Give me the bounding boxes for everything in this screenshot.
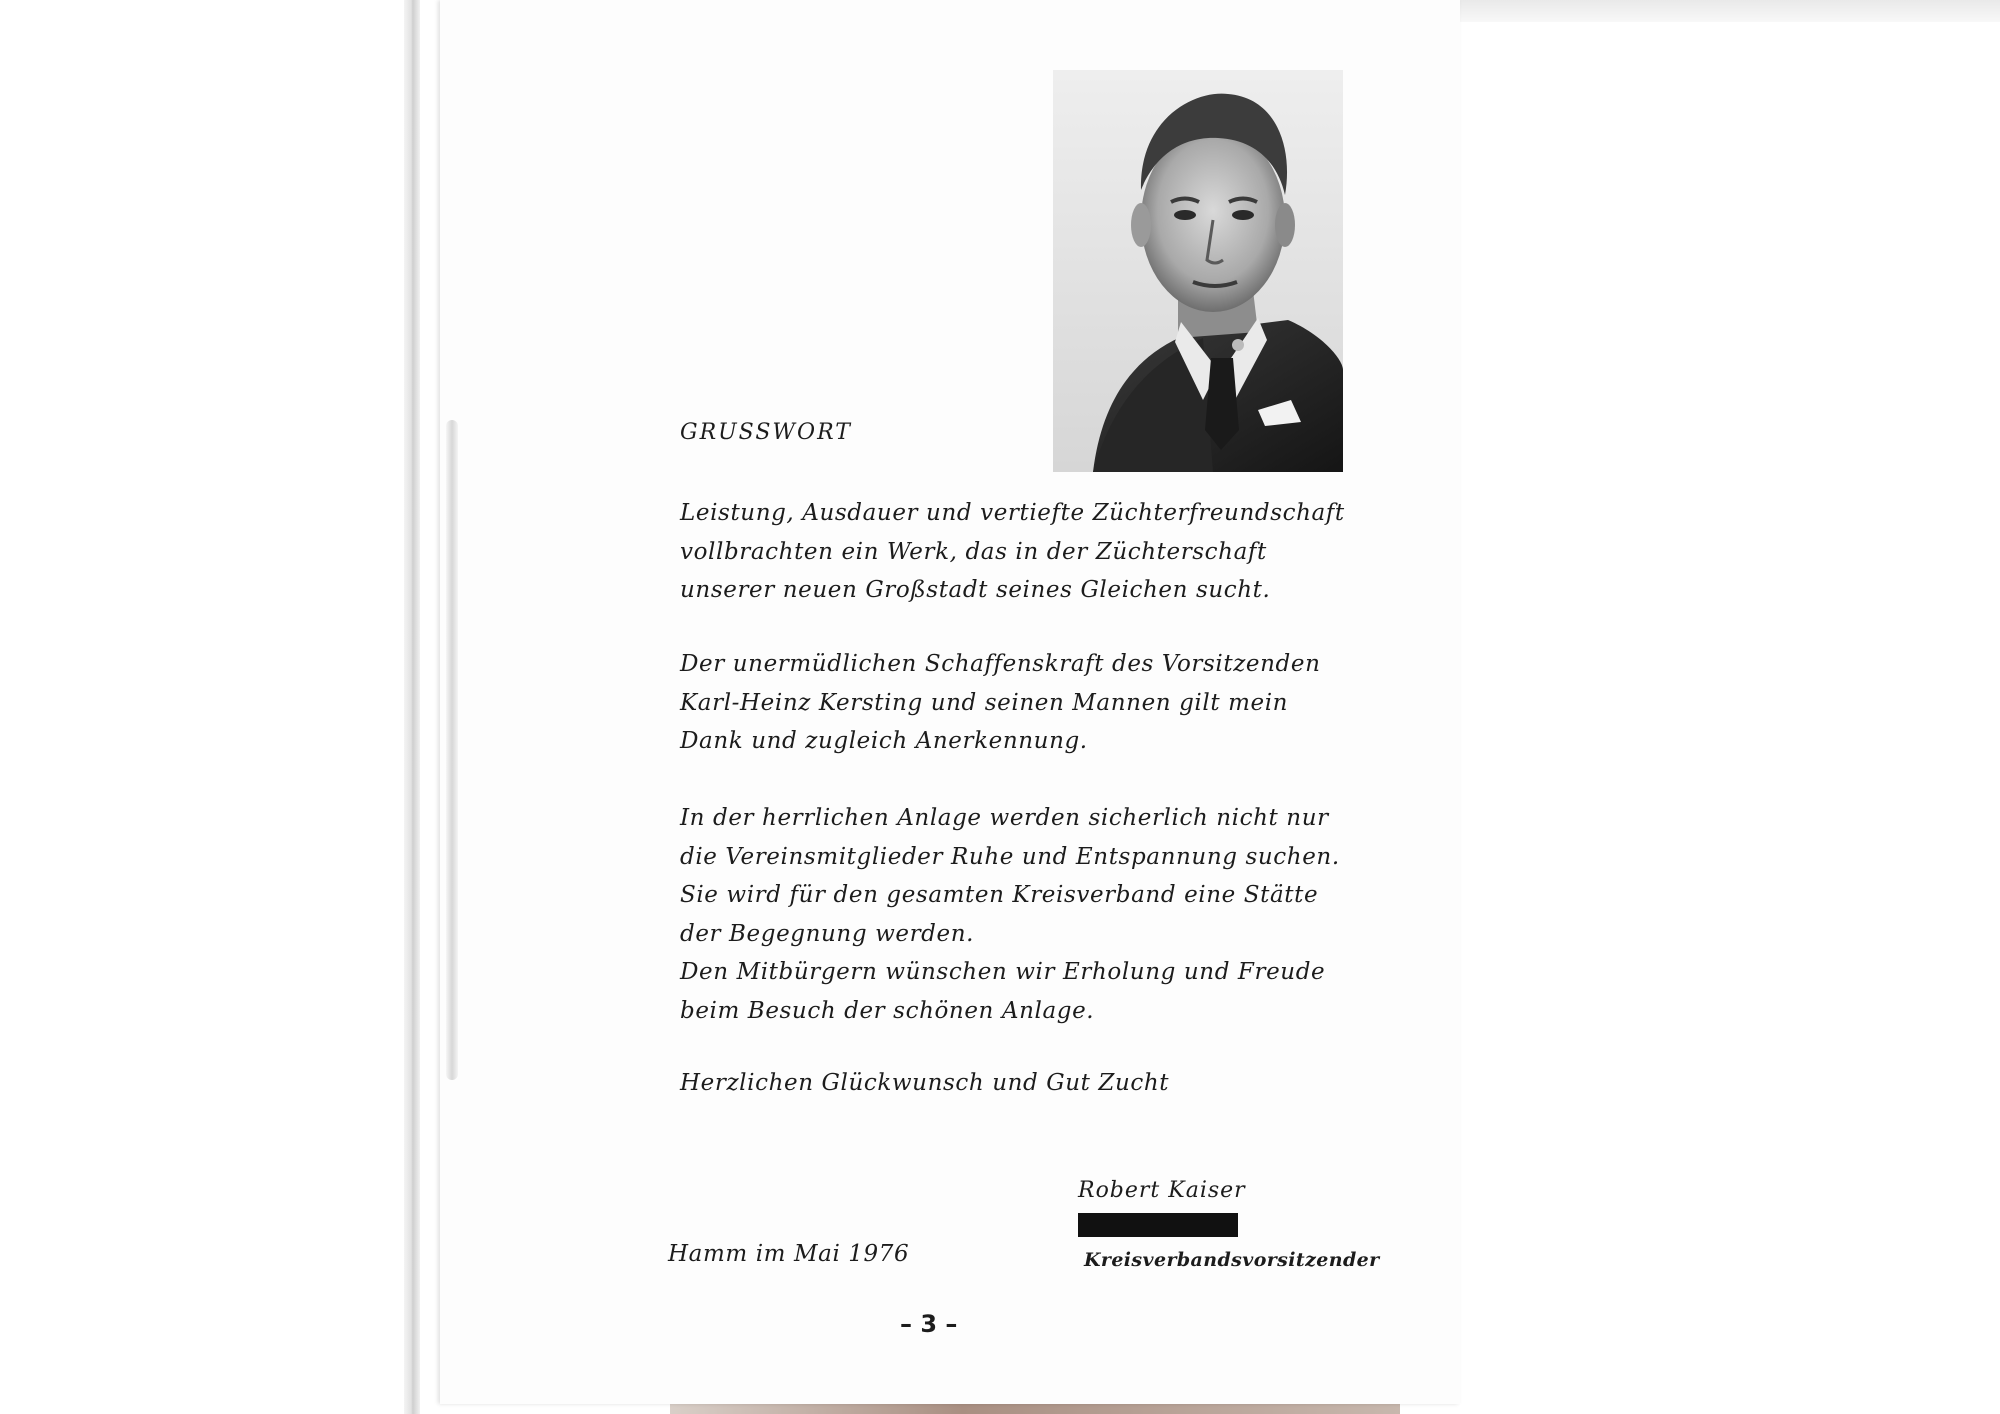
paragraph-2	[680, 645, 1320, 761]
page-number: – 3 –	[900, 1310, 958, 1338]
text-line: Den Mitbürgern wünschen wir Erholung und Freude	[680, 959, 1326, 985]
text-line: Leistung, Ausdauer und vertiefte Züchterfreundschaft	[680, 500, 1345, 526]
text-line: unserer neuen Großstadt seines Gleichen sucht.	[680, 577, 1271, 603]
text-line: Sie wird für den gesamten Kreisverband eine Stätte	[680, 882, 1319, 908]
signature-stamp	[1078, 1213, 1238, 1237]
place-date: Hamm im Mai 1976	[668, 1241, 910, 1267]
text-line: der Begegnung werden.	[680, 920, 975, 947]
text-line: Dank und zugleich Anerkennung.	[680, 728, 1088, 754]
text-line: vollbrachten ein Werk, das in der Züchterschaft	[680, 538, 1267, 565]
paragraph-1	[680, 494, 1345, 610]
greeting-title: GRUSSWORT	[680, 420, 852, 445]
text-line: die Vereinsmitglieder Ruhe und Entspannung suchen.	[680, 843, 1340, 870]
text-line: Karl-Heinz Kersting und seinen Mannen gilt mein	[680, 689, 1289, 716]
signatory-title: Kreisverbandsvorsitzender	[1084, 1249, 1380, 1271]
closing-line: Herzlichen Glückwunsch und Gut Zucht	[680, 1070, 1170, 1096]
portrait-photo	[1053, 70, 1343, 472]
text-line: beim Besuch der schönen Anlage.	[680, 997, 1095, 1024]
text-line: Der unermüdlichen Schaffenskraft des Vorsitzenden	[680, 651, 1321, 677]
signatory-name: Robert Kaiser	[1078, 1178, 1246, 1203]
scanner-top-strip	[1460, 0, 2000, 22]
paragraph-3	[680, 799, 1340, 1030]
text-line: In der herrlichen Anlage werden sicherlich nicht nur	[680, 805, 1329, 831]
page-fold	[446, 420, 458, 1080]
underlying-sheet-edge	[404, 0, 420, 1414]
